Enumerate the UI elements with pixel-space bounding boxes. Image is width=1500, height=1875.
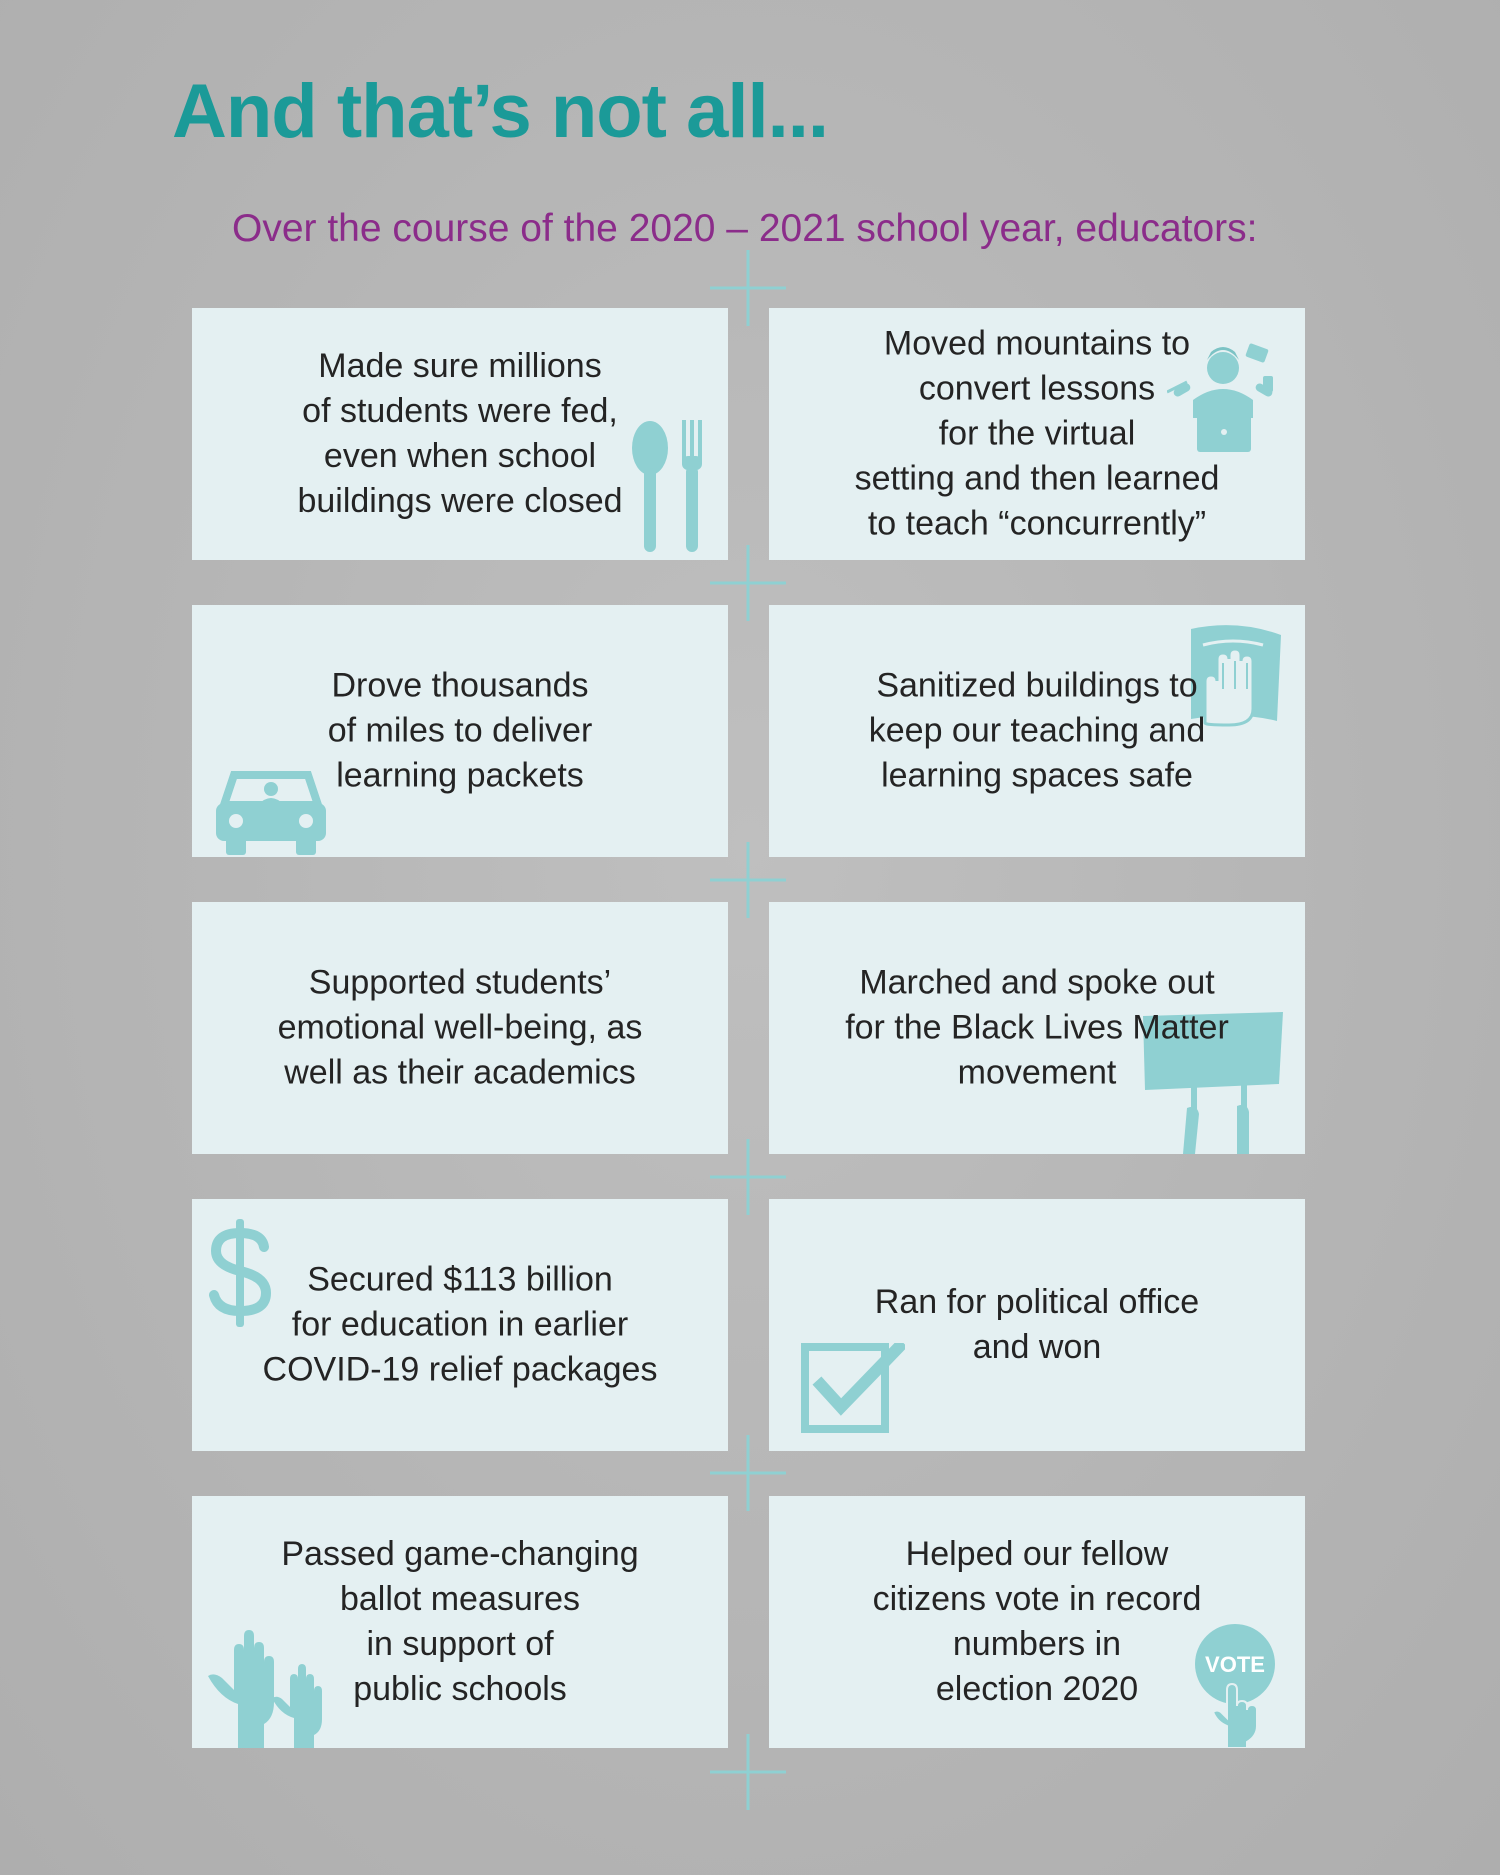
card-ballot-measures	[192, 1496, 728, 1748]
card-students-fed	[192, 308, 728, 560]
vote-badge-text: VOTE	[1205, 1652, 1265, 1677]
card-voter-turnout	[769, 1496, 1305, 1748]
card-text: Moved mountains to convert lessons for the virtual setting and then learned to teach “concurrently”	[854, 324, 1220, 543]
card-text: Ran for political office and won	[874, 1283, 1200, 1366]
page-subtitle: Over the course of the 2020 – 2021 school year, educators:	[232, 207, 1258, 250]
card-text: Passed game-changing ballot measures in support of public schools	[281, 1535, 639, 1708]
card-learning-packets	[192, 605, 728, 857]
card-text: Helped our fellow citizens vote in record numbers in election 2020	[872, 1535, 1202, 1708]
card-text: Secured $113 billion for education in earlier COVID-19 relief packages	[262, 1260, 658, 1389]
card-text: Sanitized buildings to keep our teaching and learning spaces safe	[868, 666, 1206, 795]
card-text: Drove thousands of miles to deliver learning packets	[327, 666, 593, 795]
card-sanitized-buildings	[769, 605, 1305, 857]
card-relief-funding	[192, 1199, 728, 1451]
card-text: Made sure millions of students were fed, even when school buildings were closed	[297, 347, 623, 520]
card-emotional-wellbeing	[192, 902, 728, 1154]
card-political-office	[769, 1199, 1305, 1451]
card-virtual-lessons	[769, 308, 1305, 560]
card-text: Marched and spoke out for the Black Lives Matter movement	[845, 963, 1229, 1092]
card-black-lives-matter	[769, 902, 1305, 1154]
card-text: Supported students’ emotional well-being, as well as their academics	[277, 963, 643, 1092]
page-title: And that’s not all...	[172, 69, 828, 154]
